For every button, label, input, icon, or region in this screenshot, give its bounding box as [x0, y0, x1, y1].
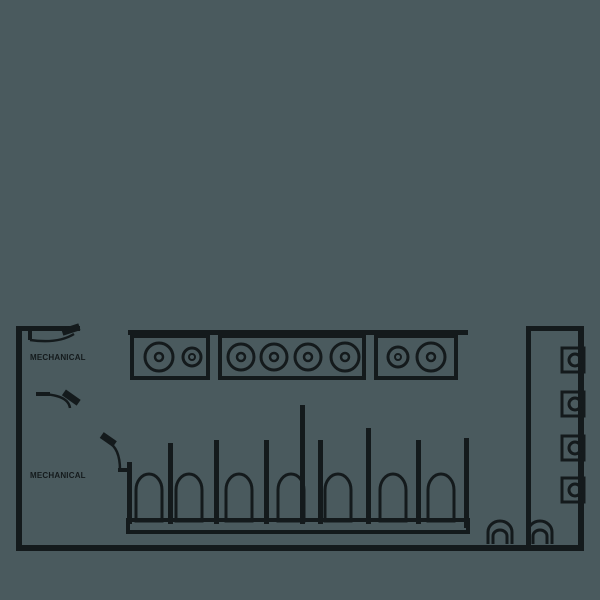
stall-partitions [127, 405, 469, 528]
doors [30, 323, 128, 470]
floor-fixture-2 [528, 521, 552, 544]
door-restroom-entry [100, 432, 128, 470]
lav-group-2 [220, 336, 364, 378]
lav-group-3 [376, 336, 456, 378]
room-label-mechanical-upper: MECHANICAL [30, 353, 86, 362]
floor-fixtures [488, 521, 552, 544]
door-mechanical-lower [36, 390, 81, 408]
top-fixture-bank [128, 330, 468, 378]
floor-fixture-1 [488, 521, 512, 544]
lav-group-1 [132, 336, 208, 378]
toilet-fixtures [136, 474, 454, 521]
room-label-mechanical-lower: MECHANICAL [30, 471, 86, 480]
